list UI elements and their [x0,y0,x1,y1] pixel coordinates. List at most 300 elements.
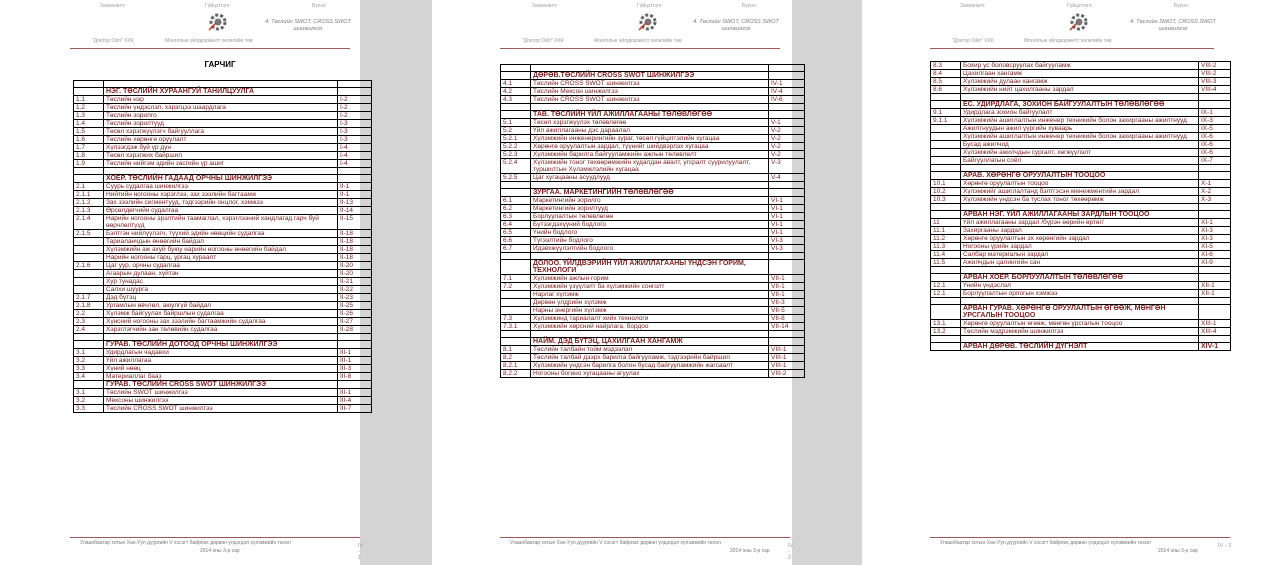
toc-code [931,274,961,282]
toc-page-ref [338,88,372,96]
toc-code: 5.2.3 [501,151,531,159]
toc-code [931,204,961,211]
toc-page-ref: II-23 [338,294,372,302]
toc-row [931,282,1231,290]
toc-code: 6.5 [501,229,531,237]
toc-code [74,254,104,262]
toc-code: 3.2 [74,397,104,405]
toc-entry-title: Удирдлагын чадавхи [104,349,338,357]
toc-section-row [501,189,805,197]
toc-code [501,65,531,72]
toc-entry-title: Хүлэмжийн инженерингийн зураг, төсөл гүйцэтгэлийн хугацаа [531,135,769,143]
toc-entry-title: Нийтийн ногооны хэрэглээ, зах зээлийн багтаамж [104,191,338,199]
document-page-2 [432,0,792,565]
client-label: Захиалагч: [100,3,126,9]
toc-code [501,111,531,119]
toc-page-ref: III-1 [338,357,372,365]
toc-code: 2.1.6 [74,262,104,270]
toc-page-ref: I-3 [338,128,372,136]
toc-row [74,397,372,405]
toc-row [74,278,372,286]
toc-row [501,135,805,143]
toc-entry-title: Бүтээгдэхүүний бодлого [531,221,769,229]
toc-page-ref: II-25 [338,302,372,310]
header-rule [930,48,1214,49]
toc-body [74,81,372,413]
document-page-1 [0,0,364,565]
toc-entry-title: Нарлаг хүлэмж [531,291,769,299]
toc-entry-title [104,334,338,341]
toc-code [501,182,531,189]
toc-entry-title: Төслийн хөрөнгө оруулалт [104,136,338,144]
toc-page-ref: VI-1 [769,213,805,221]
toc-code: 8.5 [931,78,961,86]
toc-row [74,191,372,199]
toc-code: 1.1 [74,96,104,104]
toc-code: 3.3 [74,405,104,413]
toc-row [931,149,1231,157]
toc-entry-title: Төслийн SWOT шинжилгээ [104,389,338,397]
toc-row [74,302,372,310]
toc-page-ref: XI-3 [1199,235,1231,243]
toc-entry-title: Хүлэмжийг ашиглалтанд бэлтгэсэн менежментийн зардал [961,188,1199,196]
page-header [0,0,360,50]
toc-page-ref: II-13 [338,199,372,207]
toc-page-ref [1199,211,1231,219]
toc-page-ref: IX-7 [1199,157,1231,165]
toc-code [931,101,961,109]
toc-entry-title: Төсөл хэрэгжүүлэгч байгууллага [104,128,338,136]
toc-code: 11.4 [931,251,961,259]
toc-page-ref: IV-4 [769,88,805,96]
consultant-label: Гүйцэтгэгч: [637,3,663,9]
toc-entry-title [531,331,769,338]
toc-entry-title: Үнийн үндэслэл [961,282,1199,290]
toc-code: 10.2 [931,188,961,196]
toc-row [74,104,372,112]
toc-entry-title: Хүлэмжийн дулаан хангамж [961,78,1199,86]
toc-row [501,80,805,88]
toc-row [501,362,805,370]
toc-heading: ГАРЧИГ [204,60,236,69]
toc-code: 2.1.2 [74,199,104,207]
toc-page-ref: III-3 [338,365,372,373]
toc-code: 2.1.3 [74,207,104,215]
toc-entry-title: Төслийн зорилтууд [104,120,338,128]
toc-row [501,213,805,221]
toc-code: 6.2 [501,205,531,213]
toc-row [931,227,1231,235]
toc-page-ref: VII-8 [769,315,805,323]
toc-page-ref [338,381,372,389]
toc-entry-title: Хүлэмжийн барилга байгууламжийн ажлын төлөвлөлт [531,151,769,159]
toc-code: 5.2.1 [501,135,531,143]
toc-spacer-row [74,81,372,88]
toc-page-ref: V-3 [769,159,805,174]
toc-row [74,254,372,262]
toc-page-ref [769,111,805,119]
toc-row [74,207,372,215]
toc-entry-title: Төслийн CROSS SWOT шинжилгээ [104,405,338,413]
toc-entry-title: Цаг уур, орчны судалгаа [104,262,338,270]
toc-code: 5.2.5 [501,174,531,182]
toc-page-ref: XI-9 [1199,259,1231,267]
toc-row [74,128,372,136]
toc-row [501,229,805,237]
toc-entry-title: Удирдлага зохион байгуулалт [961,109,1199,117]
toc-entry-title: Төслийн CROSS SWOT шинжилгээ [531,80,769,88]
toc-code: 12.1 [931,282,961,290]
toc-code: 6.7 [501,245,531,253]
association-name: Монголын үйлдвэржилт хөгжлийн төв [165,38,253,44]
toc-page-ref [1199,305,1231,320]
toc-page-ref: I-2 [338,112,372,120]
toc-body [931,62,1231,351]
toc-entry-title: Ажилтнуудын ажил үүргийн хуваарь [961,125,1199,133]
toc-row [74,270,372,278]
toc-row [74,310,372,318]
toc-row [501,346,805,354]
toc-section-row [501,111,805,119]
toc-page-ref [1199,94,1231,101]
toc-section-row [931,305,1231,320]
toc-page-ref: IX-1 [1199,109,1231,117]
toc-row [74,136,372,144]
toc-entry-title: Зах зээлийн сегментууд, тэдгээрийн онцлог, хэмжээ [104,199,338,207]
toc-entry-title: Өрсөлдөгчийн судалгаа [104,207,338,215]
toc-entry-title: Бусад ажилчид [961,141,1199,149]
toc-code: 6.6 [501,237,531,245]
toc-row [74,152,372,160]
client-label: Захиалагч: [960,3,986,9]
toc-page-ref [1199,336,1231,343]
toc-row [74,365,372,373]
toc-page-ref: VIII-1 [769,354,805,362]
toc-page-ref: VIII-3 [1199,78,1231,86]
toc-entry-title: Бэлтгэн нийлүүлэгч, түүхий эдийн нөөцийн судалгаа [104,230,338,238]
toc-entry-title: Цаг хугацааны асуудлууд [531,174,769,182]
toc-section-row [74,88,372,96]
toc-page-ref: VI-3 [769,245,805,253]
toc-page-ref [1199,165,1231,172]
toc-page-ref: XI-1 [1199,219,1231,227]
gear-logo-icon [206,10,230,34]
toc-row [74,215,372,230]
toc-entry-title: Ногооны үрийн зардал [961,243,1199,251]
toc-row [74,112,372,120]
toc-entry-title: Төсөл хэрэгжүүлэх төлөвлөгөө [531,119,769,127]
toc-page-ref: XIII-1 [1199,320,1231,328]
footer-date: 2014 оны 3-р сар [200,548,240,554]
toc-page-ref [769,331,805,338]
toc-entry-title: Цахилгаан хангамж [961,70,1199,78]
toc-entry-title: ЕС. УДИРДЛАГА, ЗОХИОН БАЙГУУЛАЛТЫН ТӨЛӨВЛӨГӨӨ [961,101,1199,109]
toc-entry-title: Захиргааны зардал [961,227,1199,235]
toc-page-ref: VIII-2 [1199,62,1231,70]
toc-spacer-row [931,94,1231,101]
toc-page-ref: IX-6 [1199,133,1231,141]
toc-page-ref [769,72,805,80]
toc-code: 2.1.8 [74,302,104,310]
toc-entry-title: Хүлэмжийн ажлын горим [531,275,769,283]
toc-page-ref: IX-3 [1199,117,1231,125]
toc-page-ref: VIII-2 [1199,70,1231,78]
toc-entry-title: ГУРАВ. ТӨСЛИЙН ДОТООД ОРЧНЫ ШИНЖИЛГЭЭ [104,341,338,349]
toc-section-row [931,274,1231,282]
toc-page-ref [338,168,372,175]
toc-entry-title: Төслийн нэр [104,96,338,104]
toc-code: 1.4 [74,120,104,128]
toc-code: 1.5 [74,128,104,136]
toc-code: 2.4 [74,326,104,334]
book-label: Бүхэл [1174,3,1188,9]
toc-page-ref: VI-3 [769,237,805,245]
toc-code [931,211,961,219]
toc-code [501,72,531,80]
gear-logo-icon [636,10,660,34]
toc-page-ref: VI-1 [769,205,805,213]
toc-entry-title: Төслийн зорилго [104,112,338,120]
toc-code [501,331,531,338]
toc-row [74,286,372,294]
toc-page-ref: V-2 [769,135,805,143]
consultant-label: Гүйцэтгэгч: [1067,3,1093,9]
toc-entry-title: Хөрөнгө оруулалтын зардал, түүнийг шийдвэрлэх хугацаа [531,143,769,151]
toc-row [501,96,805,104]
toc-code [74,168,104,175]
toc-entry-title: Нарийн ногооны гарц, ургац хураалт [104,254,338,262]
toc-code: 10.1 [931,180,961,188]
toc-entry-title: Төслийн CROSS SWOT шинжилгээ [531,96,769,104]
toc-entry-title: Дөрвөн үлдрийн хүлэмж [531,299,769,307]
toc-row [74,183,372,191]
toc-entry-title: Хүлэмжийн ашиглалтын инженер техникийн болон захиргааны ажилтнууд [961,133,1199,141]
toc-entry-title: Төслийн мэдрэмжийн шинжилгээ [961,328,1199,336]
toc-row [501,174,805,182]
toc-entry-title: Төслийн Мексон шинжилгээ [531,88,769,96]
toc-table [73,80,372,413]
toc-row [931,78,1231,86]
toc-entry-title: Хүлэмж байгуулах байршлын судалгаа [104,310,338,318]
toc-row [931,117,1231,125]
toc-code [931,343,961,351]
toc-code [931,157,961,165]
header-rule [70,48,350,49]
toc-page-ref: III-1 [338,349,372,357]
toc-page-ref: XIV-1 [1199,343,1231,351]
toc-row [501,299,805,307]
consultant-label: Гүйцэтгэгч: [205,3,231,9]
toc-entry-title: Хүлэмжийн тоног төхөөрөмжийн худалдан авалт, угсралт суурилуулалт, туршилтын Хүлэмжлэлийн хугацаа [531,159,769,174]
toc-spacer-row [501,65,805,72]
toc-row [74,160,372,168]
toc-entry-title: Нарны энергийн хүлэмж [531,307,769,315]
toc-entry-title: Төслийн талбай дээрх барилга байгууламж, тэдгээрийн байршил [531,354,769,362]
toc-page-ref [769,253,805,260]
toc-code: 3.3 [74,365,104,373]
company-name: "Доктор Ойл" ХХК [952,38,994,44]
toc-page-ref: II-1 [338,191,372,199]
toc-page-ref: IX-5 [1199,125,1231,133]
toc-code [931,305,961,320]
toc-entry-title [531,182,769,189]
toc-code: 6.1 [501,197,531,205]
toc-spacer-row [931,204,1231,211]
toc-code: 1.8 [74,152,104,160]
toc-code [931,141,961,149]
toc-page-ref: VIII-4 [1199,86,1231,94]
toc-row [931,320,1231,328]
toc-entry-title: Хүлэмжийн үндсэн барилга болон бусад байгууламжийн жагсаалт [531,362,769,370]
toc-spacer-row [501,331,805,338]
header-rule [500,48,780,49]
toc-page-ref [769,260,805,275]
toc-row [501,291,805,299]
toc-row [931,290,1231,298]
toc-page-ref: I-4 [338,160,372,168]
toc-row [931,259,1231,267]
toc-page-ref: VI-1 [769,221,805,229]
toc-code [74,270,104,278]
toc-entry-title: Хүлэмжийн үндсэн ба туслах тоног төхөөрөмж [961,196,1199,204]
toc-row [931,157,1231,165]
toc-code [74,341,104,349]
toc-entry-title: НЭГ. ТӨСЛИЙН ХУРААНГУЙ ТАНИЛЦУУЛГА [104,88,338,96]
toc-entry-title: ДОЛОО. ҮЙЛДВЭРИЙН ҮЙЛ АЖИЛЛАГААНЫ ҮНДСЭН ГОРИМ, ТЕХНОЛОГИ [531,260,769,275]
toc-row [501,119,805,127]
toc-entry-title: Мексоны шинжилгээ [104,397,338,405]
toc-code [74,278,104,286]
toc-code [931,172,961,180]
toc-entry-title: Хүлэмжийн ажилчдын сургалт, хөгжүүлэлт [961,149,1199,157]
toc-code: 10.3 [931,196,961,204]
toc-entry-title: Хүлэмжийн ашиглалтын инженер техникийн болон захиргааны ажилтнууд [961,117,1199,125]
toc-section-row [74,175,372,183]
toc-code [931,165,961,172]
toc-page-ref: II-18 [338,230,372,238]
toc-code [501,299,531,307]
toc-entry-title: Үйл ажиллагааны дэс дараалал [531,127,769,135]
toc-entry-title [961,267,1199,274]
toc-page-ref [338,334,372,341]
toc-code [74,238,104,246]
toc-code: 8.2.1 [501,362,531,370]
toc-code [931,94,961,101]
toc-code [74,381,104,389]
toc-entry-title: Агаарын дулаан, хүйтэн [104,270,338,278]
toc-code: 4.2 [501,88,531,96]
toc-page-ref [1199,298,1231,305]
toc-page-ref [1199,172,1231,180]
footer-date: 2014 оны 3-р сар [1158,548,1198,554]
toc-row [501,143,805,151]
toc-entry-title: Маркетингийн зорилго [531,197,769,205]
toc-page-ref: II-26 [338,310,372,318]
toc-entry-title: Хүлэмжийн хөрсний найрлага, бордоо [531,323,769,331]
toc-code [501,260,531,275]
toc-entry-title: Хүлэмжийн нийт цахилгааны зардал [961,86,1199,94]
toc-section-row [931,101,1231,109]
toc-row [931,62,1231,70]
toc-row [501,275,805,283]
toc-row [74,96,372,104]
toc-entry-title: Ногооны богино хугацааны агуулах [531,370,769,378]
toc-row [74,246,372,254]
toc-code: 8.2.2 [501,370,531,378]
toc-code: 2.1.5 [74,230,104,238]
toc-page-ref [769,189,805,197]
toc-code: 2.1.7 [74,294,104,302]
toc-page-ref [1199,274,1231,282]
toc-code [74,334,104,341]
toc-entry-title: Идэвхжүүлэлтийн бодлого [531,245,769,253]
toc-row [931,180,1231,188]
footer-project: Улаанбаатар хотын Хан-Уул дүүргийн V хэсэгт байрлах дөрвөн үлдэгдэл хүлэмжийн төсөл [510,540,721,546]
document-page-3 [862,0,1273,565]
toc-spacer-row [501,104,805,111]
toc-entry-title: Хүнсний ногооны зах зээлийн багтаамжийн судалгаа [104,318,338,326]
toc-code: 7.1 [501,275,531,283]
toc-code: 1.7 [74,144,104,152]
toc-entry-title [531,104,769,111]
toc-row [74,238,372,246]
toc-entry-title: Үйл ажиллагаа [104,357,338,365]
page-header [862,0,1273,50]
toc-code: 1.2 [74,104,104,112]
toc-page-ref: V-4 [769,174,805,182]
toc-page-ref [1199,101,1231,109]
toc-entry-title: ХОЁР. ТӨСЛИЙН ГАДААД ОРЧНЫ ШИНЖИЛГЭЭ [104,175,338,183]
toc-page-ref: X-1 [1199,180,1231,188]
toc-page-ref: II-22 [338,286,372,294]
document-title: 4. Төслийн SWOT, CROSS SWOT шинжилгээ [693,19,779,32]
toc-entry-title: Хүний нөөц [104,365,338,373]
toc-page-ref: XII-1 [1199,282,1231,290]
toc-code: 6.4 [501,221,531,229]
toc-row [501,245,805,253]
toc-entry-title: Байгууллагын соёл [961,157,1199,165]
toc-row [74,318,372,326]
toc-entry-title: Дэд бүтэц [104,294,338,302]
toc-page-ref: VII-1 [769,283,805,291]
toc-page-ref: II-18 [338,246,372,254]
toc-code: 8.3 [931,62,961,70]
toc-entry-title: Бохир ус боловсруулах байгууламж [961,62,1199,70]
toc-section-row [931,343,1231,351]
toc-row [931,235,1231,243]
toc-page-ref [1199,204,1231,211]
toc-section-row [501,260,805,275]
toc-page-ref: III-7 [338,405,372,413]
toc-entry-title: Төслийн талбайн тойм мэдээлэл [531,346,769,354]
toc-page-ref: II-14 [338,207,372,215]
toc-entry-title: Төсөл хэрэгжих байршил [104,152,338,160]
toc-page-ref: XI-3 [1199,227,1231,235]
toc-section-row [501,338,805,346]
toc-entry-title: Хөрөнгө оруулалтын эх хөрөнгийн зардал [961,235,1199,243]
company-name: "Доктор Ойл" ХХК [522,38,564,44]
toc-section-row [501,72,805,80]
toc-section-row [931,172,1231,180]
toc-row [501,354,805,362]
toc-row [501,197,805,205]
footer-rule [70,537,360,538]
toc-entry-title: АРВАН ХОЁР. БОРЛУУЛАЛТЫН ТӨЛӨВЛӨГӨӨ [961,274,1199,282]
toc-entry-title: Салхи шуурга [104,286,338,294]
toc-code [501,189,531,197]
toc-code [931,336,961,343]
toc-section-row [74,381,372,389]
